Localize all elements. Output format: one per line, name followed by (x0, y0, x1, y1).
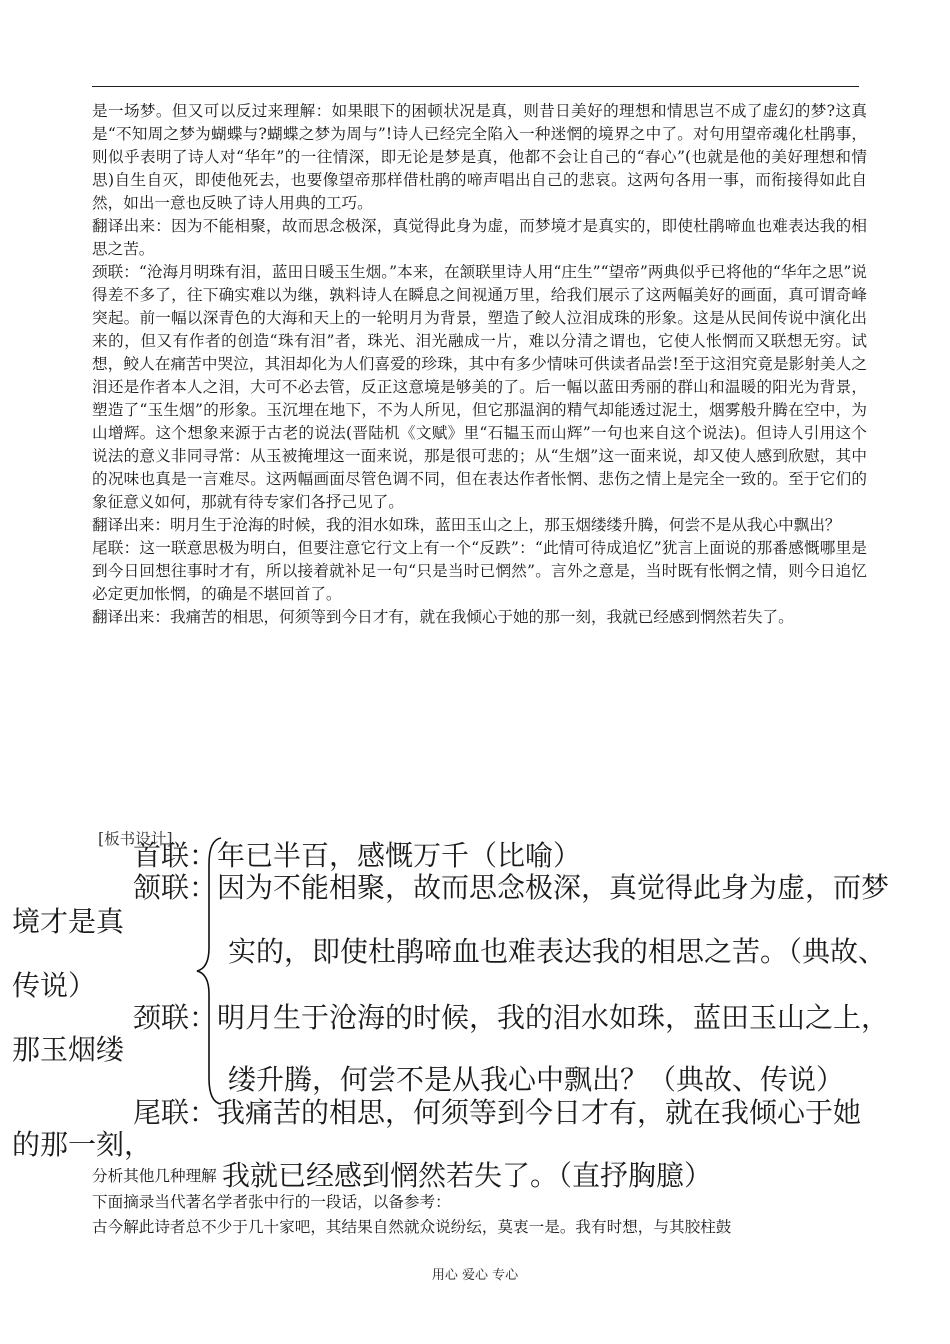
paragraph-hanlian-analysis: 是一场梦。但又可以反过来理解：如果眼下的困顿状况是真，则昔日美好的理想和情思岂不成了虚幻的梦?这真是“不知周之梦为蝴蝶与?蝴蝶之梦为周与”!诗人已经完全陷入一种迷惘的境界之中了。对句用望帝魂化杜鹃事，则似乎表明了诗人对“华年”的一往情深，即无论是梦是真，他都不会让自己的“春心”(也就是他的美好理想和情思)自生自灭，即使他死去，也要像望帝那样借杜鹃的啼声唱出自己的悲哀。这两句各用一事，而衔接得如此自然，如出一意也反映了诗人用典的工巧。 (92, 102, 867, 212)
board-hanlian-line4: 传说） (12, 969, 97, 1002)
board-shoulian: 首联：年已半百，感慨万千（比喻） (133, 839, 582, 872)
board-hanlian-line1: 颔联：因为不能相聚，故而思念极深，真觉得此身为虚，而梦 (133, 871, 890, 904)
board-weilian-line2: 的那一刻， (12, 1128, 153, 1161)
board-hanlian-line2: 境才是真 (12, 905, 125, 938)
paragraph-weilian-analysis: 尾联：这一联意思极为明白，但要注意它行文上有一个“反跌”：“此情可待成追忆”犹言上面说的那番感慨哪里是到今日回想往事时才有，所以接着就补足一句“只是当时已惘然”。言外之意是，当时既有怅惘之情，则今日追忆必定更加怅惘，的确是不堪回首了。 (92, 539, 867, 603)
analysis-heading: 分析其他几种理解 (92, 1167, 217, 1185)
header-rule (92, 86, 859, 87)
paragraph-weilian-translation: 翻译出来：我痛苦的相思，何须等到今日才有，就在我倾心于她的那一刻，我就已经感到惘然若失了。 (92, 608, 794, 626)
page-footer: 用心 爱心 专心 (431, 1268, 519, 1283)
board-heading: [板书设计] (98, 830, 173, 848)
paragraph-jinglian-analysis: 颈联：“沧海月明珠有泪，蓝田日暖玉生烟。”本来，在颔联里诗人用“庄生”“望帝”两典似乎已将他的“华年之思”说得差不多了，往下确实难以为继，孰料诗人在瞬息之间视通万里，给我们展示了这两幅美好的画面，真可谓奇峰突起。前一幅以深青色的大海和天上的一轮明月为背景，塑造了鲛人泣泪成珠的形象。这是从民间传说中演化出来的，但又有作者的创造“珠有泪”者，珠光、泪光融成一片，难以分清之谓也，它使人怅惘而又联想无穷。试想，鲛人在痛苦中哭泣，其泪却化为人们喜爱的珍珠，其中有多少情味可供读者品尝!至于这泪究竟是影射美人之泪还是作者本人之泪，大可不必去管，反正这意境是够美的了。后一幅以蓝田秀丽的群山和温暖的阳光为背景，塑造了“玉生烟”的形象。玉沉埋在地下，不为人所见，但它那温润的精气却能透过泥土，烟雾般升腾在空中，为山增辉。这个想象来源于古老的说法(晋陆机《文赋》里“石韫玉而山辉”一句也来自这个说法)。但诗人引用这个说法的意义非同寻常：从玉被掩埋这一面来说，那是很可悲的；从“生烟”这一面来说，却又使人感到欣慰，其中的况味也真是一言难尽。这两幅画面尽管色调不同，但在表达作者怅惘、悲伤之情上是完全一致的。至于它们的象征意义如何，那就有待专家们各抒己见了。 (92, 263, 867, 511)
board-jinglian-line1: 颈联：明月生于沧海的时候，我的泪水如珠，蓝田玉山之上， (133, 1001, 890, 1034)
reference-quote: 古今解此诗者总不少于几十家吧，其结果自然就众说纷纭，莫衷一是。我有时想，与其胶柱鼓 (92, 1218, 732, 1236)
paragraph-hanlian-translation: 翻译出来：因为不能相聚，故而思念极深，真觉得此身为虚，而梦境才是真实的，即使杜鹃啼血也难表达我的相思之苦。 (92, 217, 867, 258)
board-weilian-line1: 尾联：我痛苦的相思，何须等到今日才有，就在我倾心于她 (133, 1096, 862, 1129)
board-weilian-line3: 我就已经感到惘然若失了。（直抒胸臆） (222, 1159, 713, 1192)
article-body (92, 100, 867, 629)
paragraph-jinglian-translation: 翻译出来：明月生于沧海的时候，我的泪水如珠，蓝田玉山之上，那玉烟缕缕升腾，何尝不是从我心中飘出？ (92, 516, 841, 534)
board-jinglian-line2: 那玉烟缕 (12, 1033, 125, 1066)
board-hanlian-line3: 实的，即使杜鹃啼血也难表达我的相思之苦。（典故、 (228, 935, 887, 968)
reference-intro: 下面摘录当代著名学者张中行的一段话，以备参考： (92, 1193, 451, 1211)
board-jinglian-line3: 缕升腾，何尝不是从我心中飘出？（典故、传说） (228, 1063, 845, 1096)
